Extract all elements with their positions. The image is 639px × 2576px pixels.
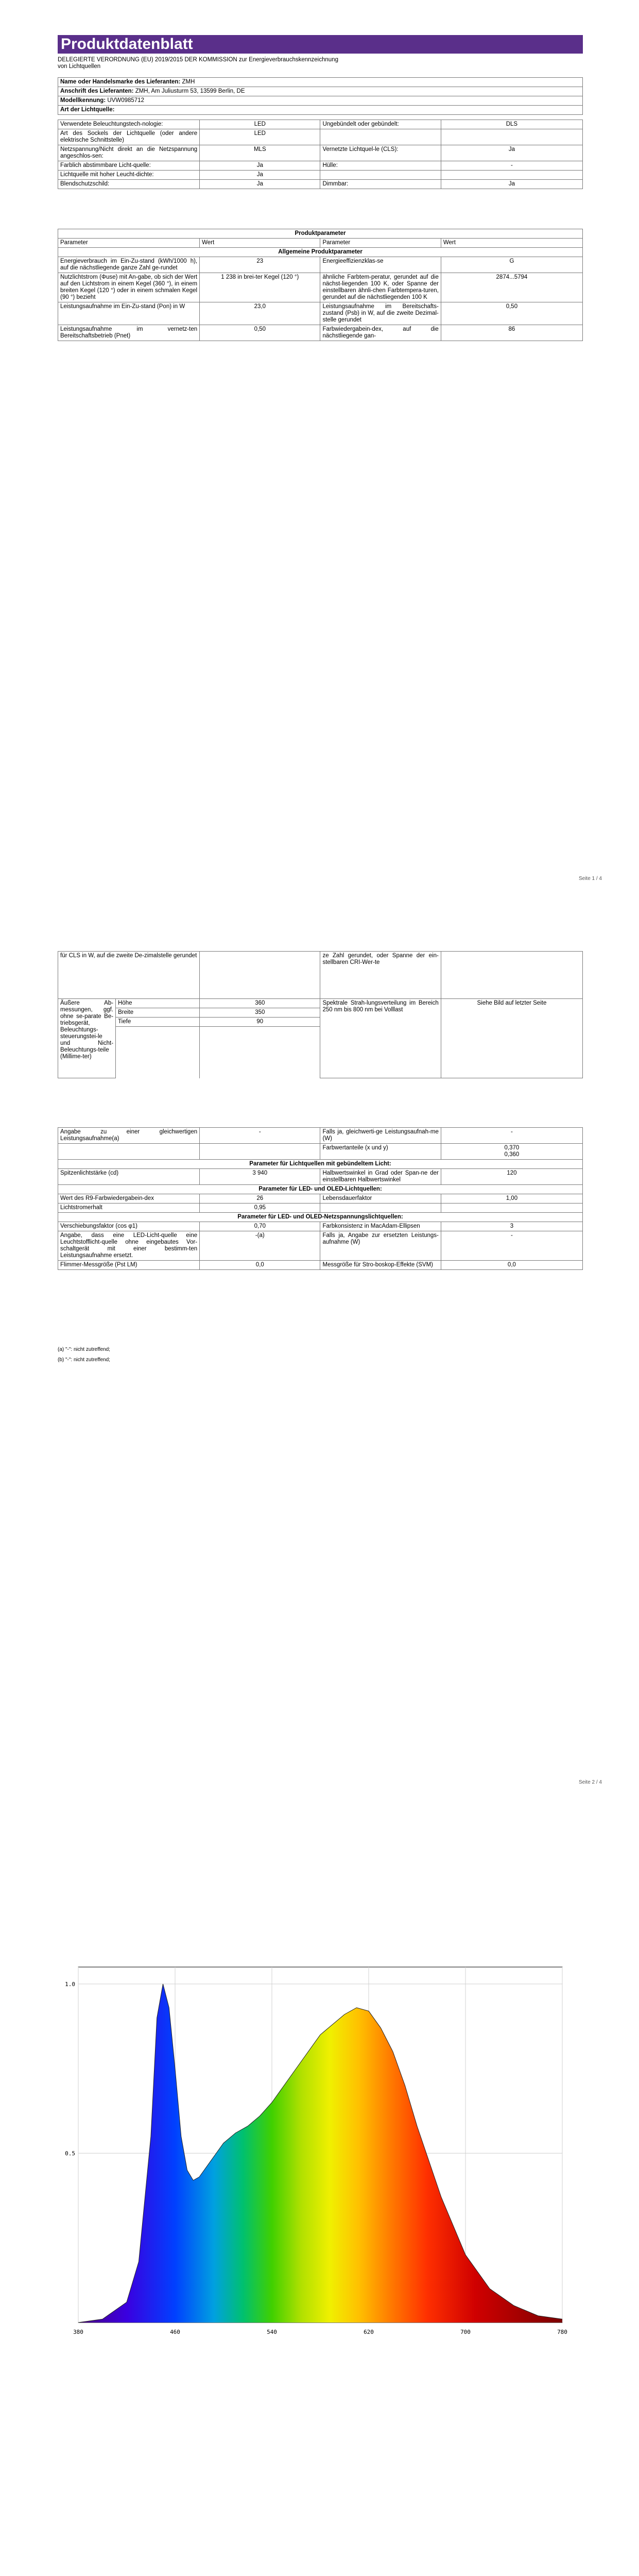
param-row-label: Leistungsaufnahme im Ein-Zu-stand (Pon) in W — [58, 302, 200, 325]
dim-height-key: Höhe — [116, 999, 200, 1008]
lighttype-row-label: Blendschutzschild: — [58, 180, 200, 189]
param-row-label: Leistungsaufnahme im vernetz-ten Bereitschaftsbetrieb (Pnet) — [58, 325, 200, 341]
dim-width-value: 350 — [200, 1008, 320, 1018]
spectrum-label: Spektrale Strah-lungsverteilung im Bereich 250 nm bis 800 nm bei Volllast — [320, 999, 441, 1078]
param-row — [58, 325, 583, 341]
model-row: Modellkennung: UVW0985712 — [58, 96, 583, 106]
param-row-value-2: 0,0 — [441, 1261, 582, 1270]
param-row-value: - — [200, 1128, 320, 1144]
lighttype-row-label-2: Dimmbar: — [320, 180, 441, 189]
page-2 — [0, 904, 639, 1807]
lighttype-row-label: Art des Sockels der Lichtquelle (oder andere elektrische Schnittstelle) — [58, 129, 200, 145]
col-header-wert: Wert — [200, 239, 320, 248]
product-params-table-cont — [58, 951, 583, 1078]
param-row-label-2: Falls ja, Angabe zur ersetzten Leistungs-aufnahme (W) — [320, 1231, 441, 1261]
cri-range-label: ze Zahl gerundet, oder Spanne der ein-stellbaren CRI-Wer-te — [320, 952, 441, 999]
led-oled-heading: Parameter für LED- und OLED-Lichtquellen: — [58, 1185, 583, 1194]
x-ticks — [73, 2329, 567, 2335]
lighttype-row-label: Farblich abstimmbare Licht-quelle: — [58, 161, 200, 171]
param-row — [58, 1204, 583, 1213]
param-row-value: 23 — [200, 257, 320, 273]
lighttype-row-value: Ja — [200, 161, 320, 171]
x-tick-label: 780 — [557, 2329, 567, 2335]
param-row-label-2: Leistungsaufnahme im Bereitschafts-zustand (Psb) in W, auf die zweite Dezimal-stelle gerundet — [320, 302, 441, 325]
supplier-name-row: Name oder Handelsmarke des Lieferanten: ZMH — [58, 78, 583, 87]
param-row — [58, 302, 583, 325]
param-row-value: 0,95 — [200, 1204, 320, 1213]
param-row-value: 26 — [200, 1194, 320, 1204]
product-params-table-2 — [58, 1127, 583, 1270]
lighttype-row — [58, 171, 583, 180]
param-row-value: 23,0 — [200, 302, 320, 325]
param-row-label-2 — [320, 1204, 441, 1213]
x-tick-label: 540 — [267, 2329, 277, 2335]
lighttype-row — [58, 161, 583, 171]
lighttype-row-value: MLS — [200, 145, 320, 161]
param-row-label: Nutzlichtstrom (Φuse) mit An-gabe, ob sich der Wert auf den Lichtstrom in einem Kegel (360 °), in einem breiten Kegel (120 °) oder in einem schmalen Kegel (90 °) bezieht — [58, 273, 200, 302]
param-row-value-2 — [441, 1204, 582, 1213]
dim-depth-value: 90 — [200, 1018, 320, 1027]
lighttype-row-label-2: Hülle: — [320, 161, 441, 171]
param-row-label-2: Farbwertanteile (x und y) — [320, 1144, 441, 1160]
param-row-label: Angabe zu einer gleichwertigen Leistungsaufnahme(a) — [58, 1128, 200, 1144]
lighttype-row-value-2: DLS — [441, 120, 582, 129]
dim-depth-key: Tiefe — [116, 1018, 200, 1027]
product-params-table — [58, 229, 583, 341]
lighttype-row — [58, 180, 583, 189]
spectral-distribution-chart — [58, 1957, 583, 2348]
y-ticks — [65, 1981, 75, 2157]
supplier-table — [58, 77, 583, 115]
param-row-value — [200, 1144, 320, 1160]
dim-width-key: Breite — [116, 1008, 200, 1018]
param-row — [58, 1194, 583, 1204]
gebuendelt-heading: Parameter für Lichtquellen mit gebündeltem Licht: — [58, 1160, 583, 1169]
lighttype-row-value: Ja — [200, 171, 320, 180]
page-3 — [0, 1807, 639, 2576]
led-oled-netz-heading: Parameter für LED- und OLED-Netzspannungslichtquellen: — [58, 1213, 583, 1222]
param-row-label-2: Energieeffizienzklas-se — [320, 257, 441, 273]
page-number: Seite 2 / 4 — [578, 1780, 602, 1785]
param-row-value-2: 2874...5794 — [441, 273, 582, 302]
lighttype-row-value-2: Ja — [441, 180, 582, 189]
param-row-label-2: Falls ja, gleichwerti-ge Leistungsaufnah-me (W) — [320, 1128, 441, 1144]
lighttype-row-label: Verwendete Beleuchtungstech-nologie: — [58, 120, 200, 129]
param-row-label-2: Farbkonsistenz in MacAdam-Ellipsen — [320, 1222, 441, 1231]
lighttype-row-value: Ja — [200, 180, 320, 189]
lighttype-row-label: Netzspannung/Nicht direkt an die Netzspannung angeschlos-sen: — [58, 145, 200, 161]
param-row-label — [58, 1144, 200, 1160]
param-row-label: Wert des R9-Farbwiedergabein-dex — [58, 1194, 200, 1204]
regulation-text: DELEGIERTE VERORDNUNG (EU) 2019/2015 DER KOMMISSION zur Energieverbrauchskennzeichnung von Lichtquellen — [58, 57, 338, 70]
lighttype-row — [58, 120, 583, 129]
param-row-label: Energieverbrauch im Ein-Zu-stand (kWh/1000 h), auf die nächstliegende ganze Zahl ge-rundet — [58, 257, 200, 273]
param-row-label: Flimmer-Messgröße (Pst LM) — [58, 1261, 200, 1270]
lighttype-row-label-2: Vernetzte Lichtquel-le (CLS): — [320, 145, 441, 161]
param-row-label-2: ähnliche Farbtem-peratur, gerundet auf die nächst-liegenden 100 K, oder Spanne der einstellbaren ähnli-chen Farbtempera-turen, gerundet auf die nächstliegenden 100 K — [320, 273, 441, 302]
lighttype-row-label-2 — [320, 171, 441, 180]
param-row-value-2: 1,00 — [441, 1194, 582, 1204]
param-row — [58, 1261, 583, 1270]
param-row — [58, 1128, 583, 1144]
param-row-value-2: - — [441, 1128, 582, 1144]
param-row — [58, 1144, 583, 1160]
param-row-value: 0,0 — [200, 1261, 320, 1270]
param-row-label-2: Halbwertswinkel in Grad oder Span-ne der einstellbaren Halbwertswinkel — [320, 1169, 441, 1185]
x-tick-label: 460 — [170, 2329, 180, 2335]
x-tick-label: 380 — [73, 2329, 83, 2335]
lighttype-row-value: LED — [200, 129, 320, 145]
param-row-value: 1 238 in brei-ter Kegel (120 °) — [200, 273, 320, 302]
lighttype-row-label-2: Ungebündelt oder gebündelt: — [320, 120, 441, 129]
spectrum-value: Siehe Bild auf letzter Seite — [441, 999, 582, 1078]
param-row — [58, 1231, 583, 1261]
param-row — [58, 257, 583, 273]
dim-height-value: 360 — [200, 999, 320, 1008]
param-row-value-2: 120 — [441, 1169, 582, 1185]
param-row-value-2: G — [441, 257, 582, 273]
param-row-value: 0,70 — [200, 1222, 320, 1231]
param-row-value-2: 86 — [441, 325, 582, 341]
produktparameter-heading: Produktparameter — [58, 229, 583, 239]
param-row-value-2: 3 — [441, 1222, 582, 1231]
param-row-value: 0,50 — [200, 325, 320, 341]
param-row-value: 3 940 — [200, 1169, 320, 1185]
param-row-value-2: 0,370 0,360 — [441, 1144, 582, 1160]
lighttype-row-value-2: Ja — [441, 145, 582, 161]
param-row-label: Verschiebungsfaktor (cos φ1) — [58, 1222, 200, 1231]
footnote-b: (b) "-": nicht zutreffend; — [58, 1357, 110, 1363]
param-row-label: Spitzenlichtstärke (cd) — [58, 1169, 200, 1185]
param-row-label: Lichtstromerhalt — [58, 1204, 200, 1213]
lighttype-row — [58, 145, 583, 161]
col-header-wert-2: Wert — [441, 239, 582, 248]
light-type-table — [58, 120, 583, 189]
lighttype-row-label-2 — [320, 129, 441, 145]
col-header-parameter: Parameter — [58, 239, 200, 248]
y-tick-label: 0.5 — [65, 2150, 75, 2157]
lighttype-row-value: LED — [200, 120, 320, 129]
footnote-a: (a) "-": nicht zutreffend; — [58, 1347, 110, 1352]
lighttype-row — [58, 129, 583, 145]
page-title: Produktdatenblatt — [58, 35, 583, 54]
dimensions-label: Äußere Ab-messungen, ggf. ohne se-parate Be-triebsgerät, Beleuchtungs-steuerungstei-le und Nicht-Beleuchtungs-teile (Millime-ter) — [58, 999, 116, 1078]
page-1 — [0, 0, 639, 904]
col-header-parameter-2: Parameter — [320, 239, 441, 248]
page-number: Seite 1 / 4 — [578, 876, 602, 882]
x-tick-label: 700 — [460, 2329, 471, 2335]
param-row — [58, 273, 583, 302]
allgemeine-heading: Allgemeine Produktparameter — [58, 248, 583, 257]
param-row — [58, 1222, 583, 1231]
param-row-value-2: - — [441, 1231, 582, 1261]
lighttype-row-value-2: - — [441, 161, 582, 171]
param-row-label-2: Lebensdauerfaktor — [320, 1194, 441, 1204]
param-row — [58, 1169, 583, 1185]
supplier-address-row: Anschrift des Lieferanten: ZMH, Am Juliusturm 53, 13599 Berlin, DE — [58, 87, 583, 96]
cls-power-label: für CLS in W, auf die zweite De-zimalstelle gerundet — [58, 952, 200, 999]
lighttype-row-value-2 — [441, 171, 582, 180]
param-row-label: Angabe, dass eine LED-Licht-quelle eine Leuchtstofflicht-quelle ohne eingebautes Vor-schaltgerät mit einer bestimm-ten Leistungsaufnahme ersetzt. — [58, 1231, 200, 1261]
y-tick-label: 1.0 — [65, 1980, 75, 1988]
lighttype-row-label: Lichtquelle mit hoher Leucht-dichte: — [58, 171, 200, 180]
lighttype-row-value-2 — [441, 129, 582, 145]
param-row-value: -(a) — [200, 1231, 320, 1261]
param-row-value-2: 0,50 — [441, 302, 582, 325]
param-row-label-2: Messgröße für Stro-boskop-Effekte (SVM) — [320, 1261, 441, 1270]
light-type-heading: Art der Lichtquelle: — [58, 106, 583, 115]
param-row-label-2: Farbwiedergabein-dex, auf die nächstliegende gan- — [320, 325, 441, 341]
x-tick-label: 620 — [364, 2329, 374, 2335]
